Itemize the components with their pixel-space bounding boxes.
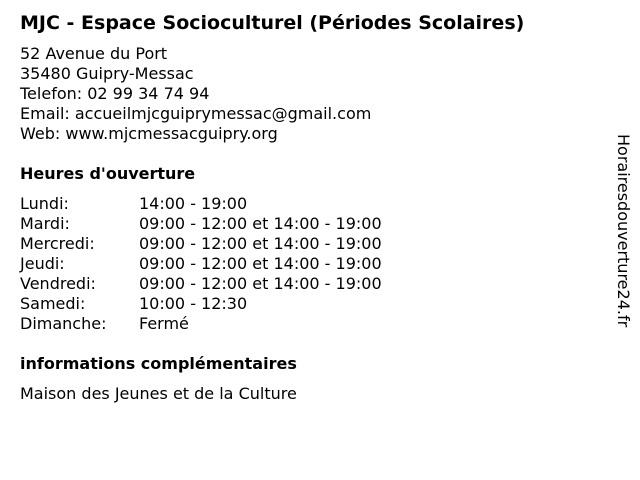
hours-time: 09:00 - 12:00 et 14:00 - 19:00	[139, 234, 382, 253]
hours-day: Dimanche:	[20, 314, 107, 333]
hours-day: Jeudi:	[20, 254, 65, 273]
hours-heading: Heures d'ouverture	[20, 164, 196, 183]
hours-time: 09:00 - 12:00 et 14:00 - 19:00	[139, 254, 382, 273]
hours-day: Mardi:	[20, 214, 70, 233]
email-address: Email: accueilmjcguiprymessac@gmail.com	[20, 104, 372, 123]
hours-day: Mercredi:	[20, 234, 95, 253]
hours-table	[20, 194, 382, 334]
hours-row-mercredi	[20, 234, 382, 254]
hours-time: 10:00 - 12:30	[139, 294, 248, 313]
hours-row-vendredi	[20, 274, 382, 294]
hours-day: Samedi:	[20, 294, 86, 313]
hours-day: Lundi:	[20, 194, 69, 213]
info-heading: informations complémentaires	[20, 354, 297, 373]
city-address: 35480 Guipry-Messac	[20, 64, 194, 83]
street-address: 52 Avenue du Port	[20, 44, 168, 63]
hours-time: Fermé	[139, 314, 189, 333]
hours-row-jeudi	[20, 254, 382, 274]
hours-time: 14:00 - 19:00	[139, 194, 248, 213]
address-block	[20, 44, 371, 144]
hours-row-samedi	[20, 294, 382, 314]
hours-row-dimanche	[20, 314, 382, 334]
page-title: MJC - Espace Socioculturel (Périodes Scolaires)	[20, 12, 525, 34]
hours-day: Vendredi:	[20, 274, 96, 293]
phone-number: Telefon: 02 99 34 74 94	[20, 84, 210, 103]
hours-time: 09:00 - 12:00 et 14:00 - 19:00	[139, 214, 382, 233]
info-text: Maison des Jeunes et de la Culture	[20, 384, 297, 403]
hours-time: 09:00 - 12:00 et 14:00 - 19:00	[139, 274, 382, 293]
website-address: Web: www.mjcmessacguipry.org	[20, 124, 278, 143]
watermark-text: Horairesdouverture24.fr	[614, 134, 633, 328]
hours-row-lundi	[20, 194, 382, 214]
hours-row-mardi	[20, 214, 382, 234]
